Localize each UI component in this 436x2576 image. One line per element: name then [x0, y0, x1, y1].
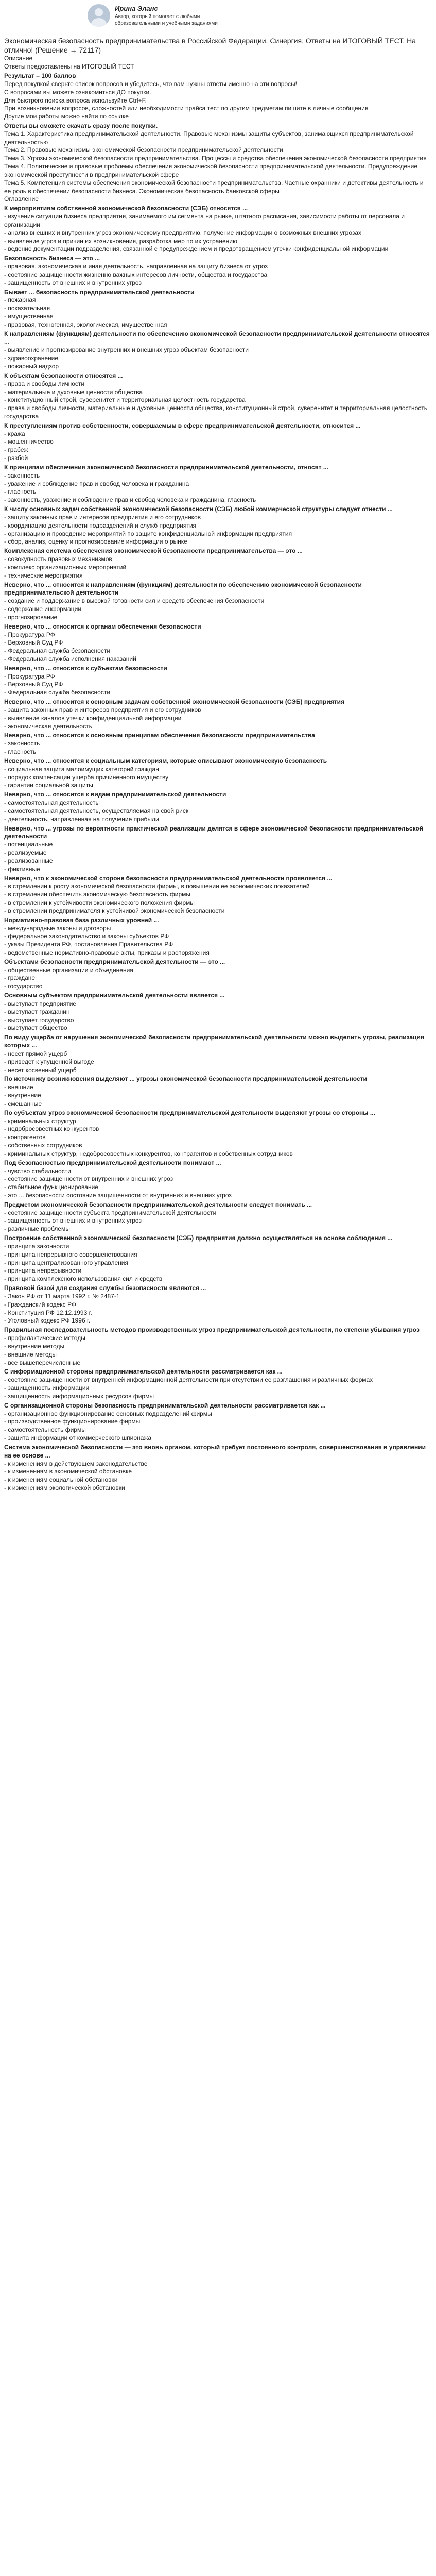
- body-line: - ведение документации подразделения, связанной с предупреждением и предотвращением утечки конфиденциальной информации: [4, 245, 389, 253]
- body-line: - выявление угроз и причин их возникновения, разработка мер по их устранению: [4, 237, 237, 245]
- body-line: - несет прямой ущерб: [4, 1049, 67, 1057]
- body-line: - пожарный надзор: [4, 363, 59, 370]
- body-line: - организацию и проведение мероприятий по защите конфиденциальной информации предприятия: [4, 530, 292, 537]
- question-text: Неверно, что ... относится к социальным категориям, которые описывают экономическую безопасность: [4, 757, 327, 765]
- body-line: - Гражданский кодекс РФ: [4, 1300, 77, 1308]
- body-line: Тема 1. Характеристика предпринимательской деятельности. Правовые механизмы защиты субъектов, занимающихся предпринимательской деятельностью: [4, 130, 415, 146]
- body-line: - мошенничество: [4, 438, 54, 446]
- question-text: Под безопасностью предпринимательской деятельности понимают ...: [4, 1159, 221, 1166]
- body-line: - пожарная: [4, 296, 36, 304]
- question-text: По виду ущерба от нарушения экономической безопасности предпринимательской деятельности можно выделить угрозы, реализация которых ...: [4, 1033, 426, 1049]
- body-line: - состояние защищенности от внутренних и внешних угроз: [4, 1175, 173, 1183]
- question-text: С организационной стороны безопасность предпринимательской деятельности рассматривается как ...: [4, 1401, 326, 1409]
- body-line: - общественные организации и объединения: [4, 966, 133, 974]
- body-line: При возникновении вопросов, сложностей или необходимости прайса тест по другим предметам пишите в личные сообщения: [4, 105, 369, 112]
- body-line: - состояние защищенности жизненно важных интересов личности, общества и государства: [4, 270, 268, 278]
- body-line: - Закон РФ от 11 марта 1992 г. № 2487-1: [4, 1292, 120, 1300]
- body-line: - материальные и духовные ценности общества: [4, 388, 143, 396]
- body-line: - выявление и прогнозирование внутренних и внешних угроз объектам безопасности: [4, 346, 249, 354]
- body-line: - создание и поддержание в высокой готовности сил и средств обеспечения безопасности: [4, 597, 265, 605]
- body-line: - принципа непрерывности: [4, 1267, 82, 1275]
- body-line: - правовая, экономическая и иная деятельность, направленная на защиту бизнеса от угроз: [4, 263, 268, 270]
- body-line: - социальная защита малоимущих категорий граждан: [4, 765, 159, 773]
- body-line: - координацию деятельности подразделений и служб предприятия: [4, 521, 197, 529]
- body-line: - законность, уважение и соблюдение прав и свобод человека и гражданина, гласность: [4, 496, 256, 504]
- question-text: К числу основных задач собственной экономической безопасности (СЭБ) любой коммерческой структуры следует отнести ...: [4, 505, 393, 513]
- question-text: Неверно, что ... относится к субъектам безопасности: [4, 664, 167, 672]
- body-line: - к изменениям социальной обстановки: [4, 1476, 118, 1484]
- question-text: Неверно, что ... относится к органам обеспечения безопасности: [4, 622, 201, 630]
- question-text: Основным субъектом предпринимательской деятельности является ...: [4, 992, 225, 999]
- body-line: - права и свободы личности, материальные и духовные ценности общества, конституционный строй, суверенитет и территориальная целостность государства: [4, 404, 429, 420]
- body-line: - в стремлении обеспечить экономическую безопасность фирмы: [4, 891, 191, 899]
- body-line: - внутренние методы: [4, 1342, 65, 1350]
- body-line: Другие мои работы можно найти по ссылке: [4, 113, 129, 121]
- body-line: - порядок компенсации ущерба причиненного имуществу: [4, 773, 169, 781]
- body-line: Оглавление: [4, 195, 39, 203]
- body-line: - Верховный Суд РФ: [4, 639, 63, 647]
- body-line: - анализ внешних и внутренних угроз экономическому предприятию, получение информации о возможных внешних угрозах: [4, 229, 362, 236]
- author-info: [115, 4, 218, 27]
- body-line: - в стремлении предпринимателя к устойчивой экономической безопасности: [4, 907, 225, 914]
- body-line: - защищенность информационных ресурсов фирмы: [4, 1392, 154, 1400]
- body-line: - комплекс организационных мероприятий: [4, 563, 127, 571]
- body-line: - выступает государство: [4, 1016, 74, 1024]
- body-line: - государство: [4, 982, 43, 990]
- body-line: - реализованные: [4, 857, 53, 865]
- body-line: - разбой: [4, 454, 28, 462]
- body-line: - приведет к упущенной выгоде: [4, 1058, 94, 1065]
- question-text: Нормативно-правовая база различных уровней ...: [4, 916, 159, 924]
- body-line: - производственное функционирование фирмы: [4, 1418, 141, 1426]
- body-line: - криминальных структур: [4, 1117, 76, 1125]
- body-line: - показательная: [4, 304, 50, 312]
- body-line: Тема 5. Компетенция системы обеспечения экономической безопасности предпринимательства. Частные охранники и детективы деятельность и ее роль в обеспечении безопасности бизнеса. Экономическая безопасность банковской сферы: [4, 179, 425, 195]
- body-line: - организационное функционирование основных подразделений фирмы: [4, 1410, 212, 1417]
- body-line: - это ... безопасности состояние защищенности от внутренних и внешних угроз: [4, 1192, 232, 1199]
- body-line: Тема 4. Политические и правовые проблемы обеспечения экономической безопасности предпринимательской деятельности. Предупреждение экономической преступности в предпринимательской сфере: [4, 163, 420, 178]
- body-line: - принципа законности: [4, 1242, 69, 1250]
- question-text: Неверно, что к экономической стороне безопасности предпринимательской деятельности проявляется ...: [4, 874, 333, 882]
- body-line: Тема 2. Правовые механизмы экономической безопасности предпринимательской деятельности: [4, 146, 283, 154]
- question-text: Ответы вы сможете скачать сразу после покупки.: [4, 122, 158, 129]
- body-line: - граждане: [4, 974, 36, 982]
- body-line: - совокупность правовых механизмов: [4, 555, 112, 563]
- body-line: - контрагентов: [4, 1133, 46, 1141]
- body-line: - недобросовестных конкурентов: [4, 1125, 99, 1133]
- body-line: - содержание информации: [4, 605, 82, 613]
- body-line: - к изменениям в экономической обстановке: [4, 1468, 132, 1476]
- body-line: - конституционный строй, суверенитет и территориальная целостность государства: [4, 396, 246, 404]
- author-description: Автор, который помогает с любыми образовательными и учебными заданиями: [115, 14, 218, 26]
- question-text: Система экономической безопасности — это вновь органом, который требует постоянного контроля, совершенствования в управлении на ее основе ...: [4, 1443, 428, 1459]
- question-text: К принципам обеспечения экономической безопасности предпринимательской деятельности, относят ...: [4, 463, 328, 471]
- body-line: - права и свободы личности: [4, 380, 85, 387]
- body-line: - Верховный Суд РФ: [4, 681, 63, 688]
- body-line: - Конституция РФ 12.12.1993 г.: [4, 1309, 92, 1316]
- body-line: - потенциальные: [4, 841, 53, 849]
- document-body: [4, 55, 432, 1492]
- question-text: Неверно, что ... относится к основным принципам обеспечения безопасности предпринимательства: [4, 732, 315, 739]
- body-line: - Прокуратура РФ: [4, 631, 55, 638]
- body-line: - Прокуратура РФ: [4, 672, 55, 680]
- author-block: [4, 0, 432, 33]
- body-line: - прогнозирование: [4, 613, 58, 621]
- author-name[interactable]: Ирина Эланс: [115, 5, 158, 12]
- body-line: - Уголовный кодекс РФ 1996 г.: [4, 1317, 91, 1325]
- body-line: - выступает общество: [4, 1024, 67, 1032]
- body-line: - здравоохранение: [4, 354, 59, 362]
- body-line: - международные законы и договоры: [4, 924, 111, 932]
- question-text: Комплексная система обеспечения экономической безопасности предпринимательства — это ...: [4, 547, 303, 555]
- body-line: Описание: [4, 55, 33, 62]
- question-text: По источнику возникновения выделяют ... угрозы экономической безопасности предпринимательской деятельности: [4, 1075, 367, 1083]
- question-text: Результат – 100 баллов: [4, 72, 76, 80]
- body-line: - выступает предприятие: [4, 999, 77, 1007]
- body-line: - фиктивные: [4, 865, 40, 873]
- question-text: Предметом экономической безопасности предпринимательской деятельности следует понимать ...: [4, 1200, 312, 1208]
- body-line: - изучение ситуации бизнеса предприятия, занимаемого им сегмента на рынке, штатного расписания, зависимости работы от персонала и организации: [4, 213, 407, 228]
- body-line: - внутренние: [4, 1092, 41, 1099]
- body-line: - профилактические методы: [4, 1334, 85, 1342]
- body-line: - правовая, техногенная, экологическая, имущественная: [4, 320, 167, 328]
- body-line: Перед покупкой сверьте список вопросов и убедитесь, что вам нужны ответы именно на эти вопросы!: [4, 80, 297, 88]
- question-text: Неверно, что ... относится к направлениям (функциям) деятельности по обеспечению экономической безопасности предпринимательской деятельности: [4, 581, 364, 597]
- body-line: - федеральное законодательство и законы субъектов РФ: [4, 933, 169, 940]
- question-text: С информационной стороны предпринимательской деятельности рассматривается как ...: [4, 1368, 283, 1376]
- body-line: - состояние защищенности от внутренней информационной деятельности при отсутствии ее разглашения и различных формах: [4, 1376, 373, 1384]
- question-text: Объектами безопасности предпринимательской деятельности — это ...: [4, 958, 225, 965]
- body-line: - защита информации от коммерческого шпионажа: [4, 1434, 152, 1442]
- body-line: - деятельность, направленная на получение прибыли: [4, 815, 159, 823]
- body-line: - внешние методы: [4, 1350, 57, 1358]
- body-line: - имущественная: [4, 313, 54, 320]
- body-line: - уважение и соблюдение прав и свобод человека и гражданина: [4, 480, 189, 487]
- question-text: К преступлениям против собственности, совершаемым в сфере предпринимательской деятельности, относится ...: [4, 421, 361, 429]
- question-text: Неверно, что ... относится к видам предпринимательской деятельности: [4, 791, 226, 799]
- body-line: - самостоятельная деятельность: [4, 799, 99, 807]
- body-line: Тема 3. Угрозы экономической безопасности предпринимательства. Процессы и средства обеспечения экономической безопасности предприятия: [4, 155, 427, 162]
- body-line: - ведомственные нормативно-правовые акты, приказы и распоряжения: [4, 948, 210, 956]
- body-line: - смешанные: [4, 1099, 42, 1107]
- body-line: - внешние: [4, 1083, 33, 1091]
- body-line: - Федеральная служба безопасности: [4, 689, 111, 697]
- body-line: - защищенность от внешних и внутренних угроз: [4, 279, 142, 286]
- body-line: - Федеральная служба безопасности: [4, 647, 111, 655]
- body-line: - защиту законных прав и интересов предприятия и его сотрудников: [4, 513, 201, 521]
- body-line: - собственных сотрудников: [4, 1142, 82, 1149]
- body-line: - указы Президента РФ, постановления Правительства РФ: [4, 941, 173, 948]
- body-line: - к изменениям в действующем законодательстве: [4, 1460, 148, 1467]
- body-line: - принципа непрерывного совершенствования: [4, 1250, 137, 1258]
- body-line: - различные проблемы: [4, 1225, 70, 1233]
- question-text: Неверно, что ... угрозы по вероятности практической реализации делятся в сфере экономической безопасности предпринимательской деятельности: [4, 824, 425, 840]
- body-line: - гарантии социальной защиты: [4, 782, 93, 789]
- body-line: - экономическая деятельность: [4, 722, 92, 730]
- body-line: - защищенность информации: [4, 1384, 90, 1392]
- body-line: - выступает гражданин: [4, 1008, 70, 1015]
- question-text: К мероприятиям собственной экономической безопасности (СЭБ) относятся ...: [4, 205, 248, 212]
- body-line: - законность: [4, 740, 40, 748]
- question-text: К объектам безопасности относятся ...: [4, 371, 123, 379]
- question-text: Правовой базой для создания службы безопасности являются ...: [4, 1284, 206, 1292]
- body-line: - сбор, анализ, оценку и прогнозирование информации о рынке: [4, 538, 187, 546]
- body-line: - принципа централизованного управления: [4, 1259, 128, 1266]
- body-line: - в стремлении к устойчивости экономического положения фирмы: [4, 899, 195, 907]
- body-line: - выявление каналов утечки конфиденциальной информации: [4, 714, 182, 722]
- body-line: - все вышеперечисленные: [4, 1359, 81, 1366]
- question-text: Бывает ... безопасность предпринимательской деятельности: [4, 288, 195, 296]
- question-text: По субъектам угроз экономической безопасности предпринимательской деятельности выделяют угрозы со стороны ...: [4, 1109, 375, 1116]
- body-line: С вопросами вы можете ознакомиться ДО покупки.: [4, 88, 151, 96]
- body-line: - технические мероприятия: [4, 571, 83, 579]
- question-text: Безопасность бизнеса — это ...: [4, 255, 100, 262]
- body-line: - состояние защищенности субъекта предпринимательской деятельности: [4, 1209, 217, 1216]
- body-line: - Федеральная служба исполнения наказаний: [4, 655, 136, 663]
- question-text: Правильная последовательность методов производственных угроз предпринимательской деятельности, по степени убывания угроз: [4, 1326, 420, 1334]
- avatar[interactable]: [88, 4, 110, 27]
- body-line: - к изменениям экологической обстановки: [4, 1484, 125, 1492]
- body-line: - самостоятельная деятельность, осуществляемая на свой риск: [4, 807, 189, 815]
- body-line: - реализуемые: [4, 849, 47, 857]
- body-line: - гласность: [4, 488, 37, 496]
- body-line: - самостоятельность фирмы: [4, 1426, 86, 1434]
- body-line: - гласность: [4, 748, 37, 756]
- body-line: - принципа комплексного использования сил и средств: [4, 1275, 163, 1283]
- body-line: Ответы предоставлены на ИТОГОВЫЙ ТЕСТ: [4, 63, 134, 71]
- body-line: Для быстрого поиска вопроса используйте Ctrl+F.: [4, 96, 147, 104]
- body-line: - защита законных прав и интересов предприятия и его сотрудников: [4, 706, 201, 714]
- body-line: - защищенность от внешних и внутренних угроз: [4, 1217, 142, 1225]
- body-line: - несет косвенный ущерб: [4, 1066, 77, 1074]
- document-title: Экономическая безопасность предпринимательства в Российской Федерации. Синергия. Ответы на ИТОГОВЫЙ ТЕСТ. На отлично! (Решение → 72117): [4, 37, 416, 55]
- body-line: - в стремлении к росту экономической безопасности фирмы, в повышении ее экономических показателей: [4, 883, 310, 890]
- question-text: Построение собственной экономической безопасности (СЭБ) предприятия должно осуществляться на основе соблюдения ...: [4, 1234, 393, 1242]
- body-line: - криминальных структур, недобросовестных конкурентов, контрагентов и собственных сотрудников: [4, 1149, 293, 1157]
- question-text: К направлениям (функциям) деятельности по обеспечению экономической безопасности предпринимательской деятельности относятся ...: [4, 330, 432, 346]
- body-line: - грабеж: [4, 446, 28, 454]
- body-line: - чувство стабильности: [4, 1167, 71, 1175]
- body-line: - кража: [4, 430, 25, 437]
- body-line: - законность: [4, 471, 40, 479]
- question-text: Неверно, что ... относится к основным задачам собственной экономической безопасности (СЭБ) предприятия: [4, 698, 344, 706]
- body-line: - стабильное функционирование: [4, 1183, 98, 1191]
